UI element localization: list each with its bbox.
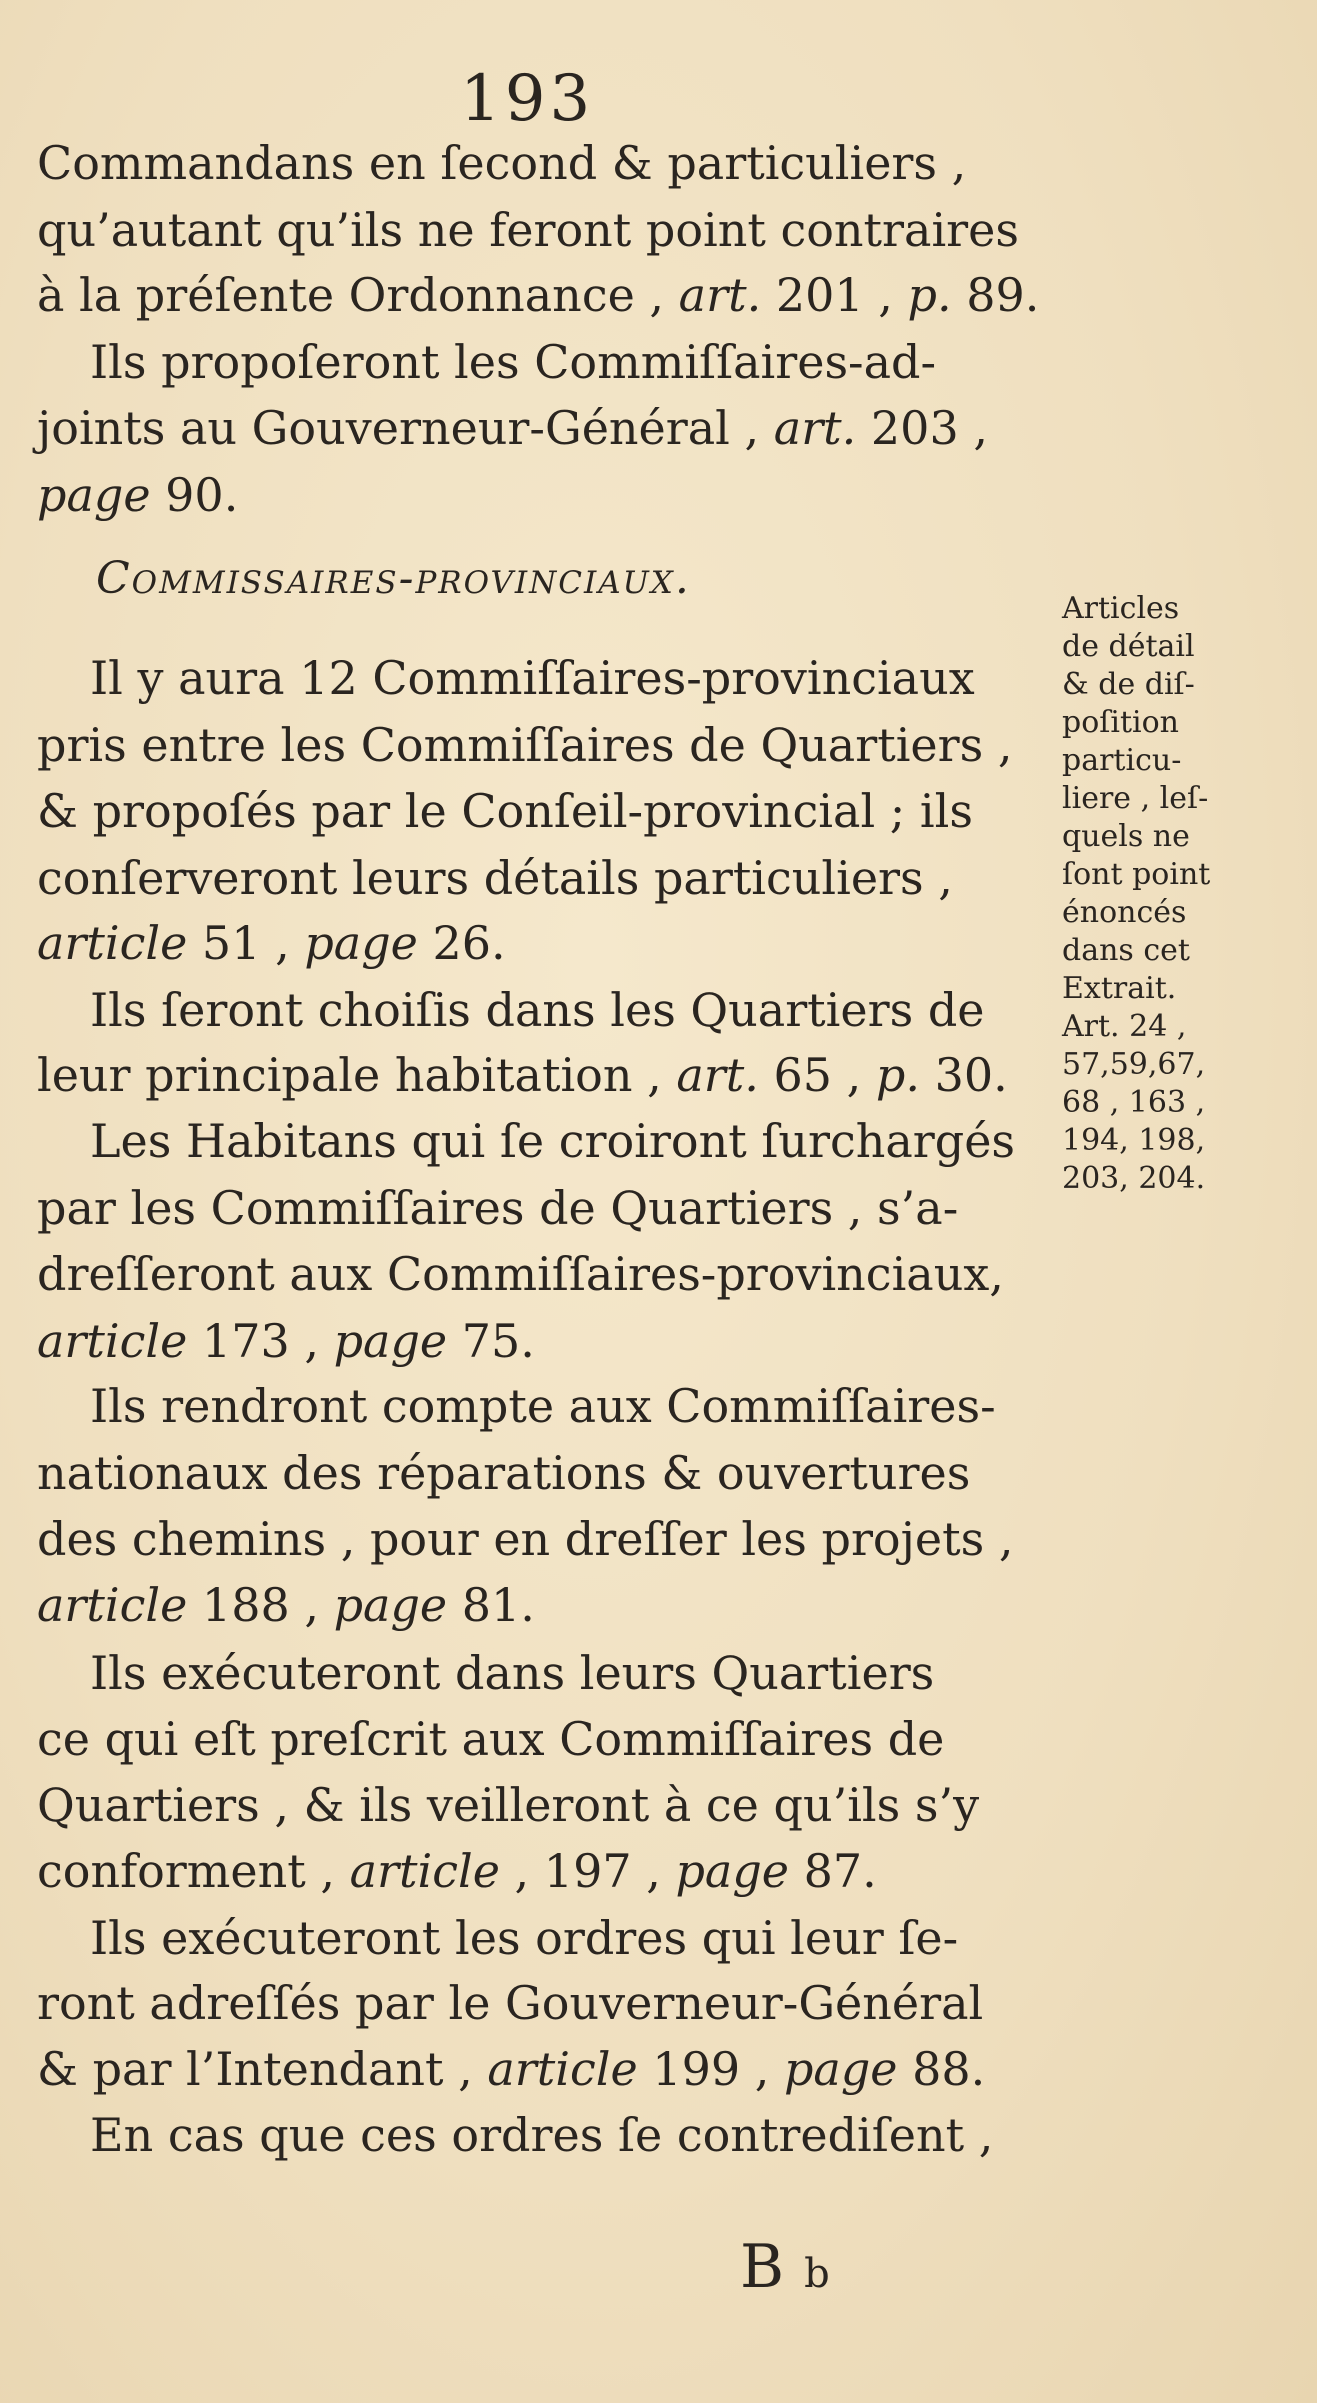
text-segment: Ils rendront compte aux Commiſſaires-: [90, 1379, 996, 1433]
text-line: [37, 136, 967, 190]
text-segment: dreſſeront aux Commiſſaires-provinciaux,: [37, 1247, 1004, 1301]
text-segment: 65 ,: [758, 1048, 876, 1102]
text-segment: 90.: [150, 468, 239, 522]
text-segment: pris entre les Commiſſaires de Quartiers ,: [37, 718, 1013, 772]
margin-line: dans cet: [1062, 933, 1190, 968]
margin-line: énoncés: [1062, 895, 1187, 930]
text-segment: ce qui eſt preſcrit aux Commiſſaires de: [37, 1712, 945, 1766]
text-segment: Commissaires-provinciaux.: [96, 553, 691, 604]
text-segment: 199 ,: [637, 2042, 784, 2096]
text-segment: Les Habitans qui ſe croiront ſurchargés: [90, 1114, 1016, 1168]
text-segment: Ils ſeront choiſis dans les Quartiers de: [90, 983, 985, 1037]
text-line: [37, 2042, 986, 2096]
reference-label: art.: [678, 268, 762, 322]
text-segment: 51 ,: [187, 916, 305, 970]
text-line: [37, 1578, 535, 1632]
margin-line: quels ne: [1062, 819, 1190, 854]
margin-line: ſont point: [1062, 857, 1211, 892]
signature-letter-small: b: [804, 2251, 850, 2297]
text-line: [37, 1048, 1008, 1102]
section-heading: [96, 553, 691, 604]
text-segment: Ils exécuteront dans leurs Quartiers: [90, 1646, 935, 1700]
reference-label: page: [333, 1578, 448, 1632]
text-segment: 188 ,: [187, 1578, 334, 1632]
text-line: [37, 468, 239, 522]
text-line: [90, 1114, 1016, 1168]
reference-label: page: [304, 916, 418, 970]
text-segment: 30.: [920, 1048, 1008, 1102]
margin-line: & de diſ-: [1062, 667, 1195, 702]
text-line: [37, 268, 1040, 322]
text-segment: & par l’Intendant ,: [37, 2042, 488, 2096]
signature-mark: [740, 2232, 850, 2302]
reference-label: page: [37, 468, 151, 522]
margin-line: liere , leſ-: [1062, 781, 1209, 816]
text-line: [90, 335, 937, 389]
text-line: [37, 401, 988, 455]
text-line: [37, 1314, 535, 1368]
margin-line: particu-: [1062, 743, 1182, 778]
text-segment: 173 ,: [187, 1314, 334, 1368]
reference-label: page: [675, 1844, 790, 1898]
page-number: 193: [460, 62, 595, 136]
text-segment: des chemins , pour en dreſſer les projets ,: [37, 1512, 1014, 1566]
reference-label: page: [333, 1314, 448, 1368]
text-line: [90, 651, 975, 705]
text-segment: 201 ,: [761, 268, 908, 322]
reference-label: page: [783, 2042, 898, 2096]
reference-label: article: [37, 916, 188, 970]
text-line: [37, 1181, 959, 1235]
text-line: [90, 1646, 935, 1700]
signature-letter: B: [740, 2232, 805, 2302]
text-segment: leur principale habitation ,: [37, 1048, 677, 1102]
margin-line: Articles: [1062, 591, 1180, 626]
text-segment: , 197 ,: [499, 1844, 676, 1898]
text-segment: joints au Gouverneur-Général ,: [37, 401, 774, 455]
text-segment: Ils propoſeront les Commiſſaires-ad-: [90, 335, 937, 389]
text-segment: 203 ,: [856, 401, 988, 455]
text-line: [90, 2108, 994, 2162]
text-line: [37, 1778, 980, 1832]
text-line: [37, 784, 973, 838]
margin-line: 194, 198,: [1062, 1123, 1206, 1158]
text-segment: conforment ,: [37, 1844, 350, 1898]
text-segment: 75.: [447, 1314, 535, 1368]
text-line: [90, 1379, 996, 1433]
reference-label: article: [37, 1578, 188, 1632]
text-line: [37, 1976, 984, 2030]
text-line: [37, 1512, 1014, 1566]
margin-line: 57,59,67,: [1062, 1047, 1206, 1082]
text-segment: & propoſés par le Conſeil-provincial ; ils: [37, 784, 973, 838]
margin-line: Art. 24 ,: [1062, 1009, 1187, 1044]
margin-note: [1062, 590, 1317, 1198]
margin-line: 68 , 163 ,: [1062, 1085, 1206, 1120]
text-line: [37, 1247, 1004, 1301]
text-segment: 26.: [417, 916, 506, 970]
text-line: [37, 851, 953, 905]
text-segment: Quartiers , & ils veilleront à ce qu’ils s’y: [37, 1778, 980, 1832]
text-line: [37, 1446, 971, 1500]
reference-label: art.: [773, 401, 857, 455]
reference-label: article: [37, 1314, 188, 1368]
text-line: [37, 203, 1019, 257]
reference-label: p.: [907, 268, 952, 322]
margin-line: poſition: [1062, 705, 1179, 740]
margin-line: 203, 204.: [1062, 1161, 1206, 1196]
reference-label: p.: [875, 1048, 920, 1102]
text-segment: 89.: [951, 268, 1040, 322]
margin-line: Extrait.: [1062, 971, 1177, 1006]
text-segment: conſerveront leurs détails particuliers ,: [37, 851, 953, 905]
text-line: [37, 1844, 877, 1898]
text-segment: En cas que ces ordres ſe contrediſent ,: [90, 2108, 994, 2162]
text-segment: Commandans en ſecond & particuliers ,: [37, 136, 967, 190]
text-line: [37, 916, 506, 970]
text-segment: 88.: [897, 2042, 986, 2096]
text-segment: 81.: [447, 1578, 535, 1632]
text-line: [90, 983, 985, 1037]
text-segment: Il y aura 12 Commiſſaires-provinciaux: [90, 651, 975, 705]
text-segment: ront adreſſés par le Gouverneur-Général: [37, 1976, 984, 2030]
text-segment: Ils exécuteront les ordres qui leur ſe-: [90, 1911, 959, 1965]
margin-line: de détail: [1062, 629, 1195, 664]
text-line: [37, 1712, 945, 1766]
text-segment: 87.: [789, 1844, 877, 1898]
text-segment: nationaux des réparations & ouvertures: [37, 1446, 971, 1500]
reference-label: article: [487, 2042, 638, 2096]
text-segment: qu’autant qu’ils ne feront point contraires: [37, 203, 1019, 257]
text-segment: à la préſente Ordonnance ,: [37, 268, 679, 322]
reference-label: article: [349, 1844, 500, 1898]
text-line: [90, 1911, 959, 1965]
text-line: [37, 718, 1013, 772]
text-segment: par les Commiſſaires de Quartiers , s’a-: [37, 1181, 959, 1235]
reference-label: art.: [676, 1048, 759, 1102]
